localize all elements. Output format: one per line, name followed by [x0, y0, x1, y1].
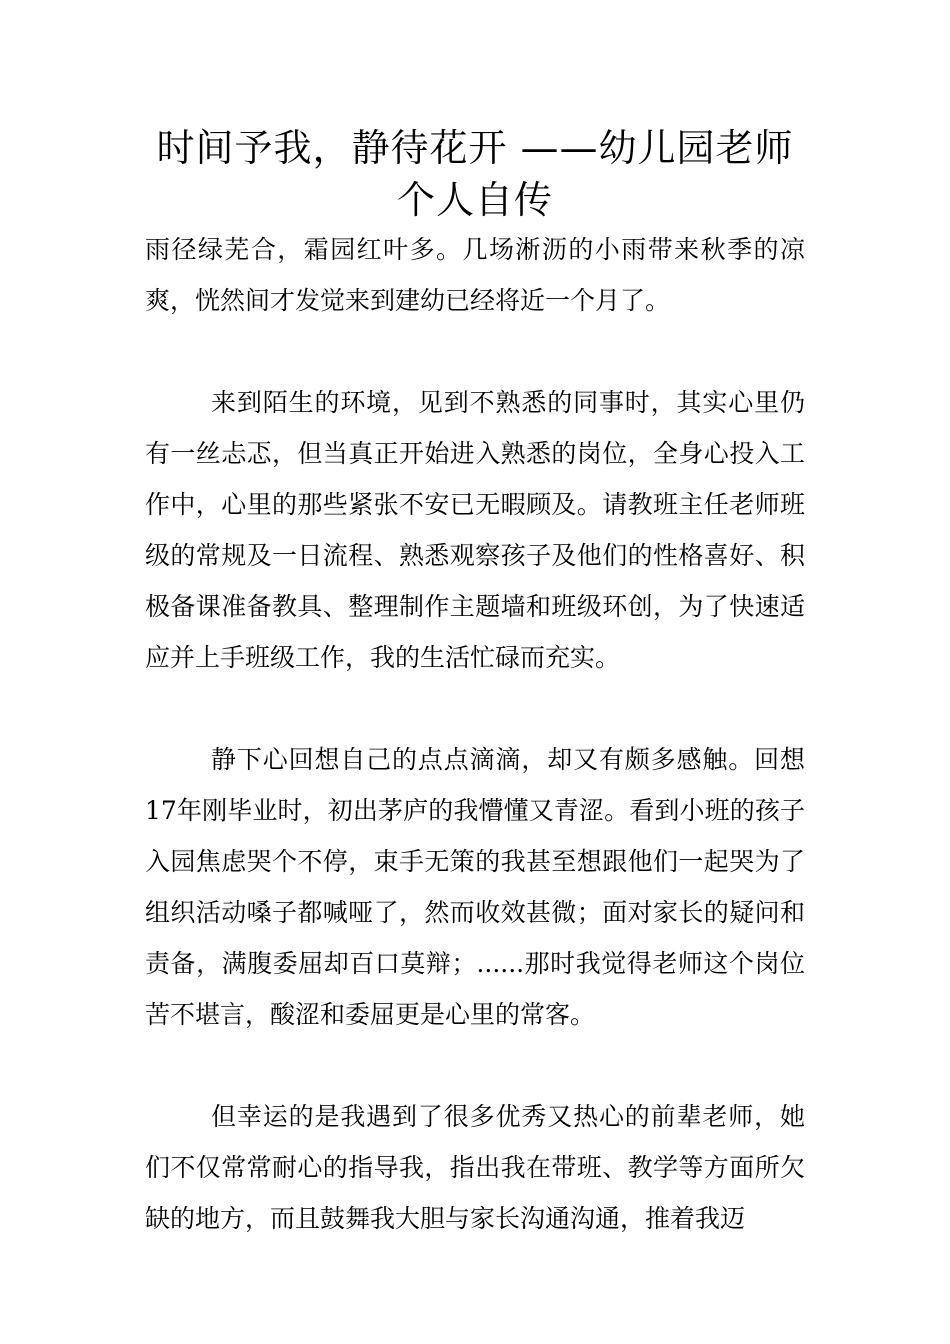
paragraph-2: 来到陌生的环境，见到不熟悉的同事时，其实心里仍有一丝忐忑，但当真正开始进入熟悉的岗位，全身心投入工作中，心里的那些紧张不安已无暇顾及。请教班主任老师班级的常规及一日流程、熟悉观察孩子及他们的性格喜好、积极备课准备教具、整理制作主题墙和班级环创，为了快速适应并上手班级工作，我的生活忙碌而充实。 [145, 388, 805, 672]
document-body [145, 224, 805, 1244]
title-line-2: 个人自传 [396, 178, 553, 222]
paragraph-spacer [145, 1040, 805, 1091]
paragraph-4: 但幸运的是我遇到了很多优秀又热心的前辈老师，她们不仅常常耐心的指导我，指出我在带班、教学等方面所欠缺的地方，而且鼓舞我大胆与家长沟通沟通，推着我迈 [145, 1102, 805, 1233]
paragraph-spacer [145, 683, 805, 734]
paragraph-spacer [145, 326, 805, 377]
document-title [145, 122, 805, 226]
paragraph-3: 静下心回想自己的点点滴滴，却又有颇多感触。回想17年刚毕业时，初出茅庐的我懵懂又青涩。看到小班的孩子入园焦虑哭个不停，束手无策的我甚至想跟他们一起哭为了组织活动嗓子都喊哑了，然而收效甚微；面对家长的疑问和责备，满腹委屈却百口莫辩；......那时我觉得老师这个岗位苦不堪言，酸涩和委屈更是心里的常客。 [145, 745, 805, 1029]
paragraph-1: 雨径绿芜合，霜园红叶多。几场淅沥的小雨带来秋季的凉爽，恍然间才发觉来到建幼已经将近一个月了。 [145, 235, 805, 315]
title-line-1: 时间予我，静待花开 ——幼儿园老师 [156, 126, 794, 170]
